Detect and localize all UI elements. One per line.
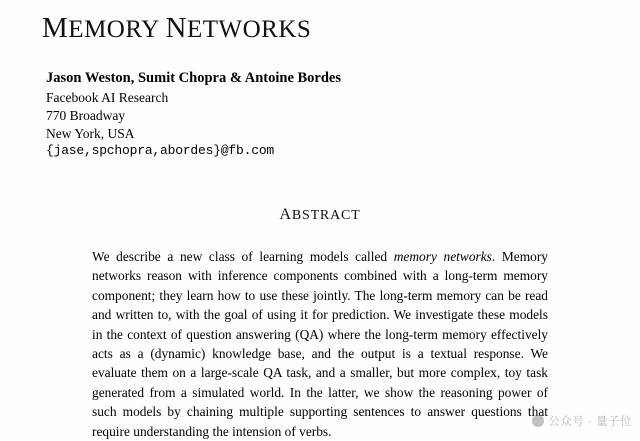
title-initial-m: M bbox=[42, 12, 69, 44]
abstract-heading-rest: BSTRACT bbox=[291, 208, 361, 223]
abstract-heading bbox=[0, 206, 640, 224]
title-rest-2: ETWORKS bbox=[186, 16, 312, 43]
watermark bbox=[532, 413, 632, 429]
abstract-heading-initial: A bbox=[279, 206, 292, 223]
title-rest-1: EMORY bbox=[68, 16, 159, 43]
abstract-part-2: . Memory networks reason with inference components combined with a long-term memory component; they learn how to use these jointly. The long-term memory can be read and written to, with the goal of using it for prediction. We investigate these models in the context of question answering (QA) where the long-term memory effectively acts as a (dynamic) knowledge base, and the output is a textual response. We evaluate them on a large-scale QA task, and a smaller, but more complex, toy task generated from a simulated world. In the latter, we show the reasoning power of such models by chaining multiple supporting sentences to answer questions that require understanding the intension of verbs. bbox=[92, 249, 548, 439]
affiliation-line-3: New York, USA bbox=[46, 126, 135, 141]
watermark-text: 公众号 · 量子位 bbox=[548, 416, 632, 428]
affiliation-line-1: Facebook AI Research bbox=[46, 90, 169, 105]
title-initial-n: N bbox=[165, 12, 187, 44]
abstract-body bbox=[92, 247, 548, 441]
abstract-emphasis: memory networks bbox=[393, 249, 492, 264]
abstract-part-1: We describe a new class of learning models called bbox=[92, 249, 394, 264]
author-list: Jason Weston, Sumit Chopra & Antoine Bordes bbox=[46, 70, 342, 86]
watermark-logo-icon bbox=[532, 415, 544, 427]
contact-email: {jase,spchopra,abordes}@fb.com bbox=[46, 143, 275, 158]
page-title bbox=[42, 12, 311, 45]
affiliation-line-2: 770 Broadway bbox=[46, 108, 126, 123]
